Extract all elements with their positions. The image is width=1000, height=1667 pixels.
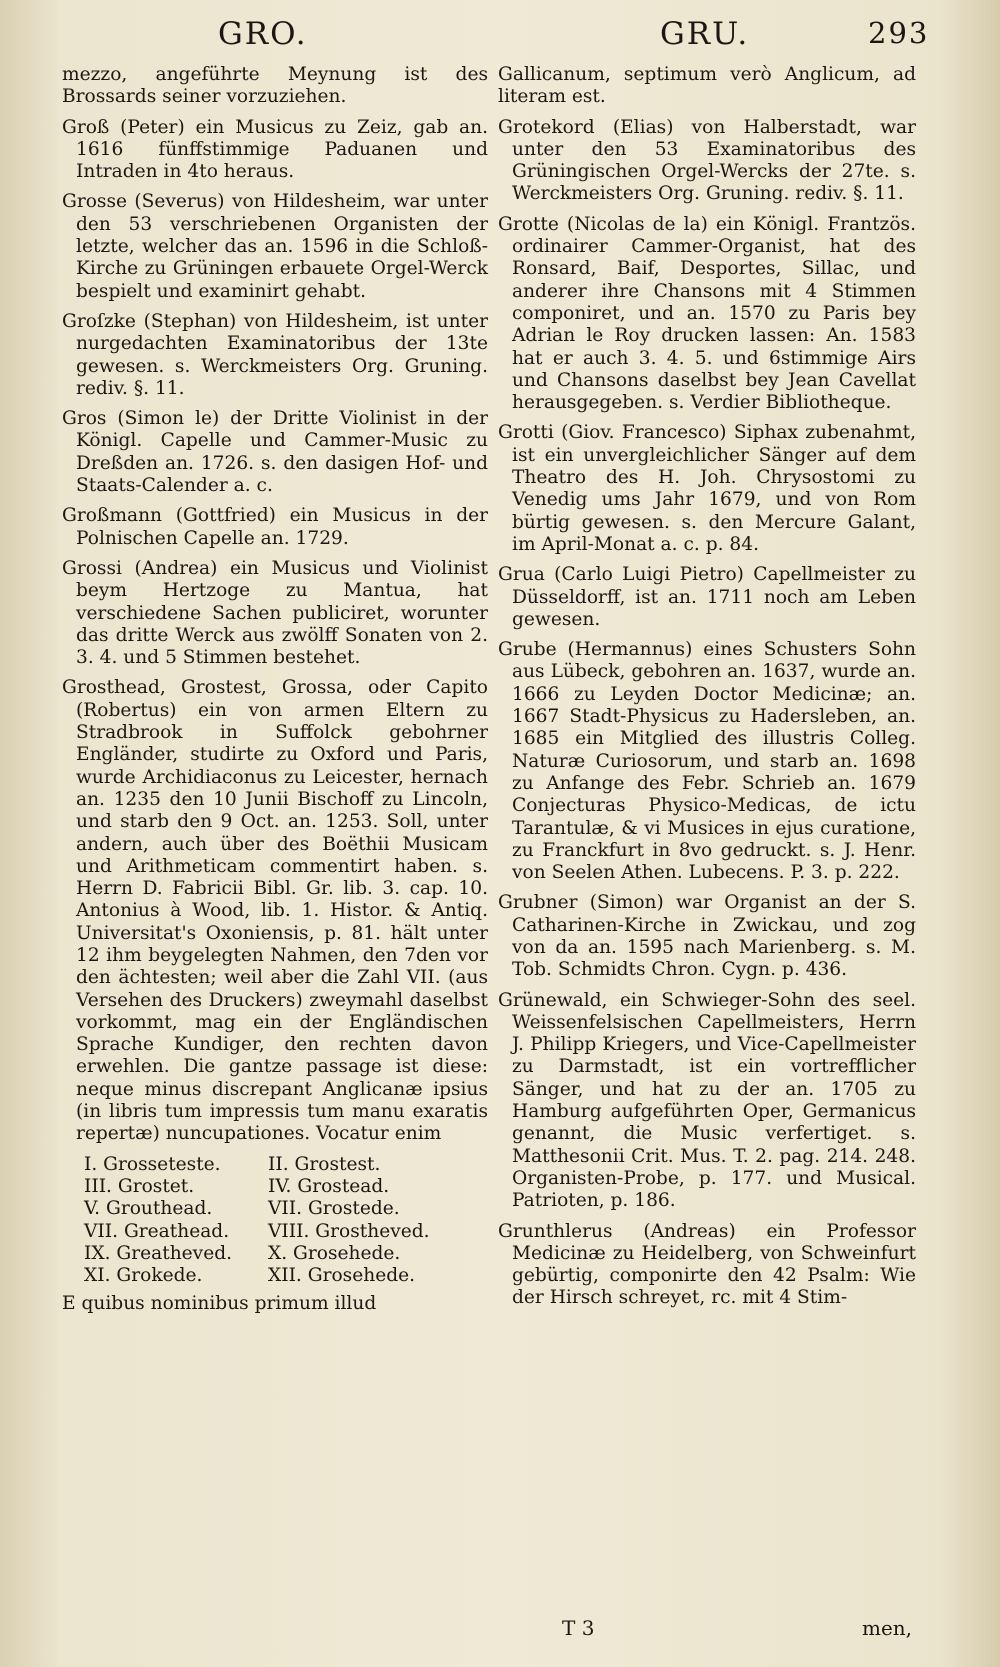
dictionary-entry: Grossi (Andrea) ein Musicus und Violinist beym Hertzoge zu Mantua, hat verschiedene Sachen publiciret, worunter das dritte Werck aus zwölff Sonaten von 2. 3. 4. und 5 Stimmen bestehet. <box>62 557 488 669</box>
variant-name: III. Grostet. <box>84 1175 195 1197</box>
variant-name: II. Grostest. <box>268 1153 381 1175</box>
variant-row <box>84 1198 480 1220</box>
variant-name: VII. Grostede. <box>268 1198 400 1220</box>
dictionary-entry: Groß (Peter) ein Musicus zu Zeiz, gab an. 1616 fünffstimmige Paduanen und Intraden in 4to heraus. <box>62 116 488 183</box>
running-header <box>0 12 1000 58</box>
variant-name: VII. Greathead. <box>84 1220 230 1242</box>
variant-row <box>84 1154 480 1176</box>
dictionary-entry: Grube (Hermannus) eines Schusters Sohn aus Lübeck, gebohren an. 1637, wurde an. 1666 zu Leyden Doctor Medicinæ; an. 1667 Stadt-Physicus zu Hadersleben, an. 1685 ein Mitglied des illustris Colleg. Naturæ Curiosorum, und starb an. 1698 zu Anfange des Febr. Schrieb an. 1679 Conjecturas Physico-Medicas, de ictu Tarantulæ, & vi Musices in ejus curatione, zu Franckfurt in 8vo gedruckt. s. J. Henr. von Seelen Athen. Lubecens. P. 3. p. 222. <box>498 639 916 884</box>
dictionary-entry: Grua (Carlo Luigi Pietro) Capellmeister zu Düsseldorff, ist an. 1711 noch am Leben gewesen. <box>498 564 916 630</box>
dictionary-entry: mezzo, angeführte Meynung ist des Brossards seiner vorzuziehen. <box>62 64 488 108</box>
header-right: GRU. <box>660 16 750 52</box>
variant-name: IV. Grostead. <box>268 1175 390 1197</box>
dictionary-entry: Grotte (Nicolas de la) ein Königl. Frantzös. ordinairer Cammer-Organist, hat des Ronsard, Baif, Desportes, Sillac, und anderer ihre Chansons mit 4 Stimmen componiret, und an. 1570 zu Paris bey Adrian le Roy drucken lassen: An. 1583 hat er auch 3. 4. 5. und 6stimmige Airs und Chansons daselbst bey Jean Cavellat herausgegeben. s. Verdier Bibliotheque. <box>498 213 916 414</box>
variant-row <box>84 1176 480 1198</box>
dictionary-entry: Gallicanum, septimum verò Anglicum, ad literam est. <box>498 64 916 108</box>
dictionary-entry: Grünewald, ein Schwieger-Sohn des seel. Weissenfelsischen Capellmeisters, Herrn J. Philipp Kriegers, und Vice-Capellmeister zu Darmstadt, ist ein vortrefflicher Sänger, und hat zu der an. 1705 zu Hamburg aufgeführten Oper, Germanicus genannt, die Music verfertiget. s. Matthesonii Crit. Mus. T. 2. pag. 214. 248. Organisten-Probe, p. 177. und Musical. Patrioten, p. 186. <box>498 989 916 1212</box>
signature-mark: T 3 <box>562 1616 595 1640</box>
dictionary-entry: Groſzke (Stephan) von Hildesheim, ist unter nurgedachten Examinatoribus der 13te gewesen. s. Werckmeisters Org. Gruning. rediv. §. 11. <box>62 310 488 399</box>
variant-name: X. Grosehede. <box>268 1242 401 1264</box>
dictionary-entry: Grosthead, Grostest, Grossa, oder Capito (Robertus) ein von armen Eltern zu Stradbrook in Suffolck gebohrner Engländer, studirte zu Oxford und Paris, wurde Archidiaconus zu Leicester, hernach an. 1235 den 10 Junii Bischoff zu Lincoln, und starb den 9 Oct. an. 1253. Soll, unter andern, auch über des Boëthii Musicam und Arithmeticam commentirt haben. s. Herrn D. Fabricii Bibl. Gr. lib. 3. cap. 10. Antonius à Wood, lib. 1. Histor. & Antiq. Universitat's Oxoniensis, p. 81. hält unter 12 ihm beygelegten Nahmen, den 7den vor den ächtesten; weil aber die Zahl VII. (aus Versehen des Druckers) zweymahl daselbst vorkommt, mag ein der Engländischen Sprache Kundiger, den rechten davon erwehlen. Die gantze passage ist diese: neque minus discrepant Anglicanæ ipsius (in libris tum impressis tum manu exaratis repertæ) nuncupationes. Vocatur enim <box>62 677 488 1145</box>
variant-name: XI. Grokede. <box>84 1265 203 1287</box>
dictionary-entry: Grunthlerus (Andreas) ein Professor Medicinæ zu Heidelberg, von Schweinfurt gebürtig, componirte den 42 Psalm: Wie der Hirsch schreyet, rc. mit 4 Stim- <box>498 1220 916 1309</box>
variant-row <box>84 1243 480 1265</box>
variant-name: IX. Greatheved. <box>84 1242 233 1264</box>
dictionary-entry: Großmann (Gottfried) ein Musicus in der Polnischen Capelle an. 1729. <box>62 505 488 549</box>
variant-row <box>84 1265 480 1287</box>
page-number: 293 <box>868 16 930 50</box>
page-footer <box>0 1616 1000 1646</box>
variant-name: XII. Grosehede. <box>268 1265 416 1287</box>
name-variants-table <box>84 1154 480 1288</box>
dictionary-entry: Grotti (Giov. Francesco) Siphax zubenahmt, ist ein unvergleichlicher Sänger auf dem Theatro des H. Joh. Chrysostomi zu Venedig ums Jahr 1679, und von Rom bürtig gewesen. s. den Mercure Galant, im April-Monat a. c. p. 84. <box>498 422 916 555</box>
variant-name: VIII. Grostheved. <box>268 1220 430 1242</box>
dictionary-entry: Gros (Simon le) der Dritte Violinist in der Königl. Capelle und Cammer-Music zu Dreßden an. 1726. s. den dasigen Hof- und Staats-Calender a. c. <box>62 408 488 497</box>
left-column <box>62 64 488 1324</box>
entry-continuation: E quibus nominibus primum illud <box>62 1293 377 1315</box>
catchword: men, <box>862 1616 913 1640</box>
variant-name: I. Grosseteste. <box>84 1153 221 1175</box>
dictionary-entry: Grubner (Simon) war Organist an der S. Catharinen-Kirche in Zwickau, und zog von da an. 1595 nach Marienberg. s. M. Tob. Schmidts Chron. Cygn. p. 436. <box>498 892 916 981</box>
header-left: GRO. <box>218 16 308 52</box>
dictionary-entry: Grosse (Severus) von Hildesheim, war unter den 53 verschriebenen Organisten der letzte, welcher das an. 1596 in die Schloß-Kirche zu Grüningen erbauete Orgel-Werck bespielt und examinirt gehabt. <box>62 191 488 302</box>
dictionary-entry: Grotekord (Elias) von Halberstadt, war unter den 53 Examinatoribus des Grüningischen Orgel-Wercks der 27te. s. Werckmeisters Org. Gruning. rediv. §. 11. <box>498 116 916 205</box>
right-column <box>498 64 916 1318</box>
variant-row <box>84 1221 480 1243</box>
variant-name: V. Grouthead. <box>84 1198 213 1220</box>
